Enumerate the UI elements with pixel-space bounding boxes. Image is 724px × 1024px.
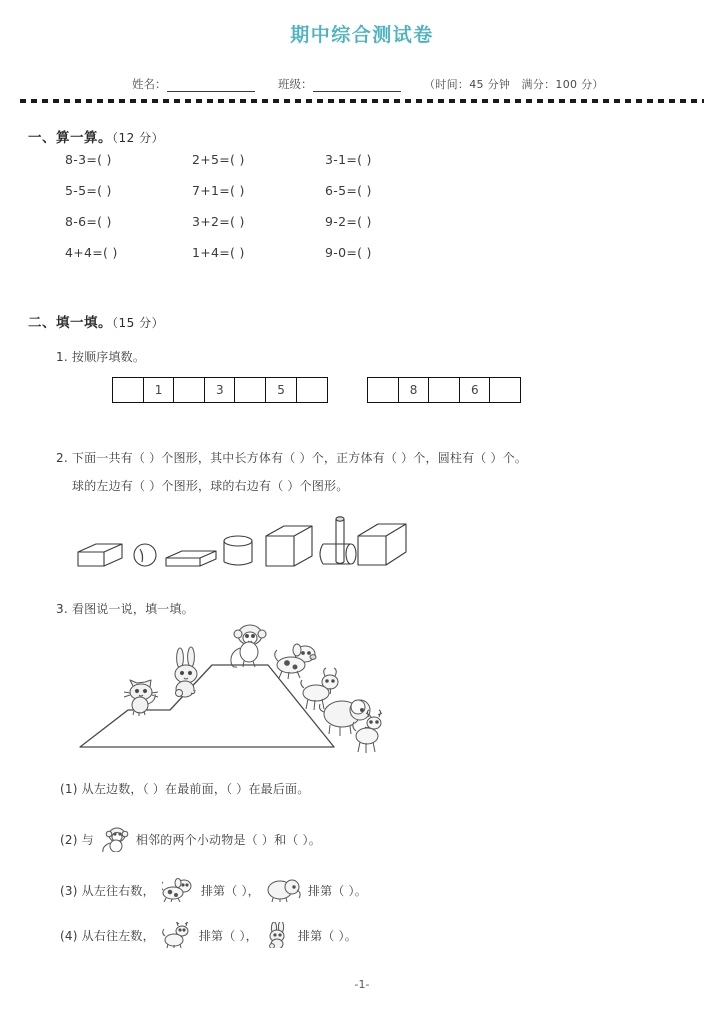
name-label: 姓名：	[132, 77, 167, 91]
class-field-group	[278, 76, 401, 92]
section-heading-1	[28, 126, 164, 146]
number-sequence-row-b[interactable]	[367, 377, 521, 403]
calc-problem[interactable]: 3+2=( )	[192, 214, 245, 229]
number-cell[interactable]	[489, 377, 521, 403]
section-1-points: （12 分）	[112, 131, 165, 145]
question-3-sub-1[interactable]: (1) 从左边数，（ ）在最前面，（ ）在最后面。	[60, 782, 310, 796]
calc-problem[interactable]: 7+1=( )	[192, 183, 245, 198]
calc-problem[interactable]: 9-2=( )	[325, 214, 372, 229]
calc-problem[interactable]: 8-6=( )	[65, 214, 112, 229]
shape-cylinder	[224, 536, 252, 565]
shape-thin-cylinder	[336, 517, 344, 564]
number-cell[interactable]: 5	[265, 377, 297, 403]
exam-meta: （时间：45 分钟 满分：100 分）	[424, 78, 604, 91]
calc-problem[interactable]: 2+5=( )	[192, 152, 245, 167]
section-2-points: （15 分）	[112, 316, 165, 330]
calc-problem[interactable]: 1+4=( )	[192, 245, 245, 260]
calc-problem[interactable]: 6-5=( )	[325, 183, 372, 198]
header-divider	[20, 99, 704, 103]
number-cell[interactable]	[428, 377, 460, 403]
section-heading-2	[28, 311, 164, 331]
rabbit-icon	[265, 922, 291, 951]
page-title: 期中综合测试卷	[290, 24, 434, 46]
shape-tall-cuboid	[266, 526, 312, 566]
sub-3-suffix: 排第（ ）。	[307, 884, 367, 898]
animal-monkey	[231, 625, 266, 667]
sub-3-prefix: (3) 从左往右数，	[60, 884, 155, 898]
question-2-line-1[interactable]: 2. 下面一共有（ ）个图形，其中长方体有（ ）个，正方体有（ ）个，圆柱有（ ）个。	[56, 451, 528, 465]
number-cell[interactable]	[173, 377, 205, 403]
hill-scene-illustration	[72, 618, 392, 762]
sub-2-prefix: (2) 与	[60, 833, 94, 847]
class-label: 班级：	[278, 77, 313, 91]
number-cell[interactable]: 6	[459, 377, 491, 403]
question-3-text: 3. 看图说一说，填一填。	[56, 602, 194, 616]
question-3-sub-2[interactable]	[60, 826, 321, 855]
number-cell[interactable]	[367, 377, 399, 403]
deer-icon	[162, 922, 192, 951]
calc-problem[interactable]: 5-5=( )	[65, 183, 112, 198]
monkey-icon	[101, 826, 129, 855]
name-input-line[interactable]	[167, 79, 255, 92]
section-1-title: 一、算一算。	[28, 130, 112, 146]
shape-flat-cuboid	[166, 551, 216, 566]
hill-outline	[80, 665, 334, 747]
number-cell[interactable]	[112, 377, 144, 403]
calc-problem[interactable]: 8-3=( )	[65, 152, 112, 167]
animal-dog	[275, 644, 316, 679]
question-1-text: 1. 按顺序填数。	[56, 350, 146, 364]
question-2-line-2[interactable]: 球的左边有（ ）个图形，球的右边有（ ）个图形。	[72, 479, 349, 493]
calc-problem[interactable]: 3-1=( )	[325, 152, 372, 167]
sub-2-suffix: 相邻的两个小动物是（ ）和（ ）。	[135, 833, 321, 847]
number-cell[interactable]	[234, 377, 266, 403]
page-number: -1-	[354, 978, 370, 991]
number-cell[interactable]: 1	[143, 377, 175, 403]
number-sequence-row-a[interactable]	[112, 377, 328, 403]
sub-4-mid: 排第（ ），	[198, 929, 258, 943]
shape-sphere	[134, 544, 156, 566]
number-cell[interactable]	[296, 377, 328, 403]
question-3-sub-3[interactable]	[60, 878, 367, 905]
animal-rabbit	[175, 647, 197, 697]
shape-cuboid	[78, 544, 122, 566]
sub-4-prefix: (4) 从右往左数，	[60, 929, 155, 943]
elephant-icon	[267, 878, 301, 905]
shape-large-cube	[358, 524, 406, 565]
name-field-group	[132, 76, 255, 92]
number-cell[interactable]: 8	[398, 377, 430, 403]
question-3-sub-4[interactable]	[60, 922, 357, 951]
sub-4-suffix: 排第（ ）。	[297, 929, 357, 943]
dog-icon	[162, 878, 194, 905]
solid-shapes-illustration	[74, 512, 404, 578]
header-info	[0, 74, 724, 94]
sub-3-mid: 排第（ ），	[200, 884, 260, 898]
calc-problem[interactable]: 4+4=( )	[65, 245, 118, 260]
number-cell[interactable]: 3	[204, 377, 236, 403]
class-input-line[interactable]	[313, 79, 401, 92]
section-2-title: 二、填一填。	[28, 315, 112, 331]
calc-problem[interactable]: 9-0=( )	[325, 245, 372, 260]
